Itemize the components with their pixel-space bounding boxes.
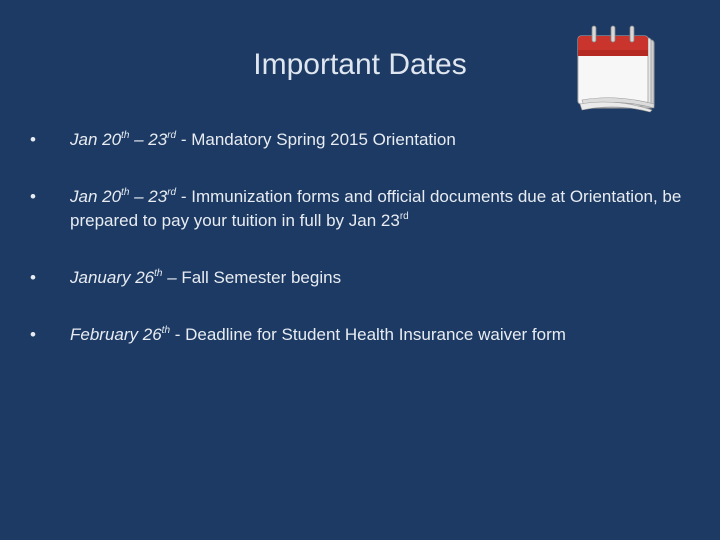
date-range — [70, 325, 170, 344]
date-text: – — [162, 268, 177, 287]
date-suffix: rd — [167, 130, 177, 141]
date-range — [70, 187, 176, 206]
date-range — [70, 268, 177, 287]
date-text: – 23 — [129, 130, 168, 149]
list-item — [30, 323, 690, 347]
date-suffix: th — [154, 268, 163, 279]
date-text: January 26 — [70, 268, 155, 287]
item-description: Immunization forms and official documents due at Orientation, be prepared to pay your tuition in full by Jan 23 — [70, 187, 682, 230]
important-dates-list — [30, 128, 690, 380]
bullet-dot: • — [30, 268, 36, 287]
item-description: Mandatory Spring 2015 Orientation — [191, 130, 456, 149]
list-item — [30, 185, 690, 233]
date-text: Jan 20 — [70, 130, 122, 149]
bullet-dot: • — [30, 325, 36, 344]
bullet-dot: • — [30, 187, 36, 206]
date-text: February 26 — [70, 325, 162, 344]
calendar-icon — [576, 24, 658, 114]
item-description: Deadline for Student Health Insurance waiver form — [185, 325, 566, 344]
separator: - — [176, 130, 192, 149]
separator: - — [170, 325, 186, 344]
item-description: Fall Semester begins — [181, 268, 342, 287]
date-suffix: th — [161, 325, 171, 336]
date-suffix: th — [121, 130, 130, 141]
list-item — [30, 128, 690, 152]
date-suffix: rd — [167, 187, 177, 198]
date-suffix: rd — [399, 211, 409, 222]
slide-title: Important Dates — [253, 48, 467, 81]
date-text: – 23 — [129, 187, 168, 206]
date-text: Jan 20 — [70, 187, 122, 206]
bullet-dot: • — [30, 130, 36, 149]
list-item — [30, 266, 690, 290]
date-suffix: th — [121, 187, 130, 198]
date-range — [70, 130, 176, 149]
separator: - — [176, 187, 192, 206]
